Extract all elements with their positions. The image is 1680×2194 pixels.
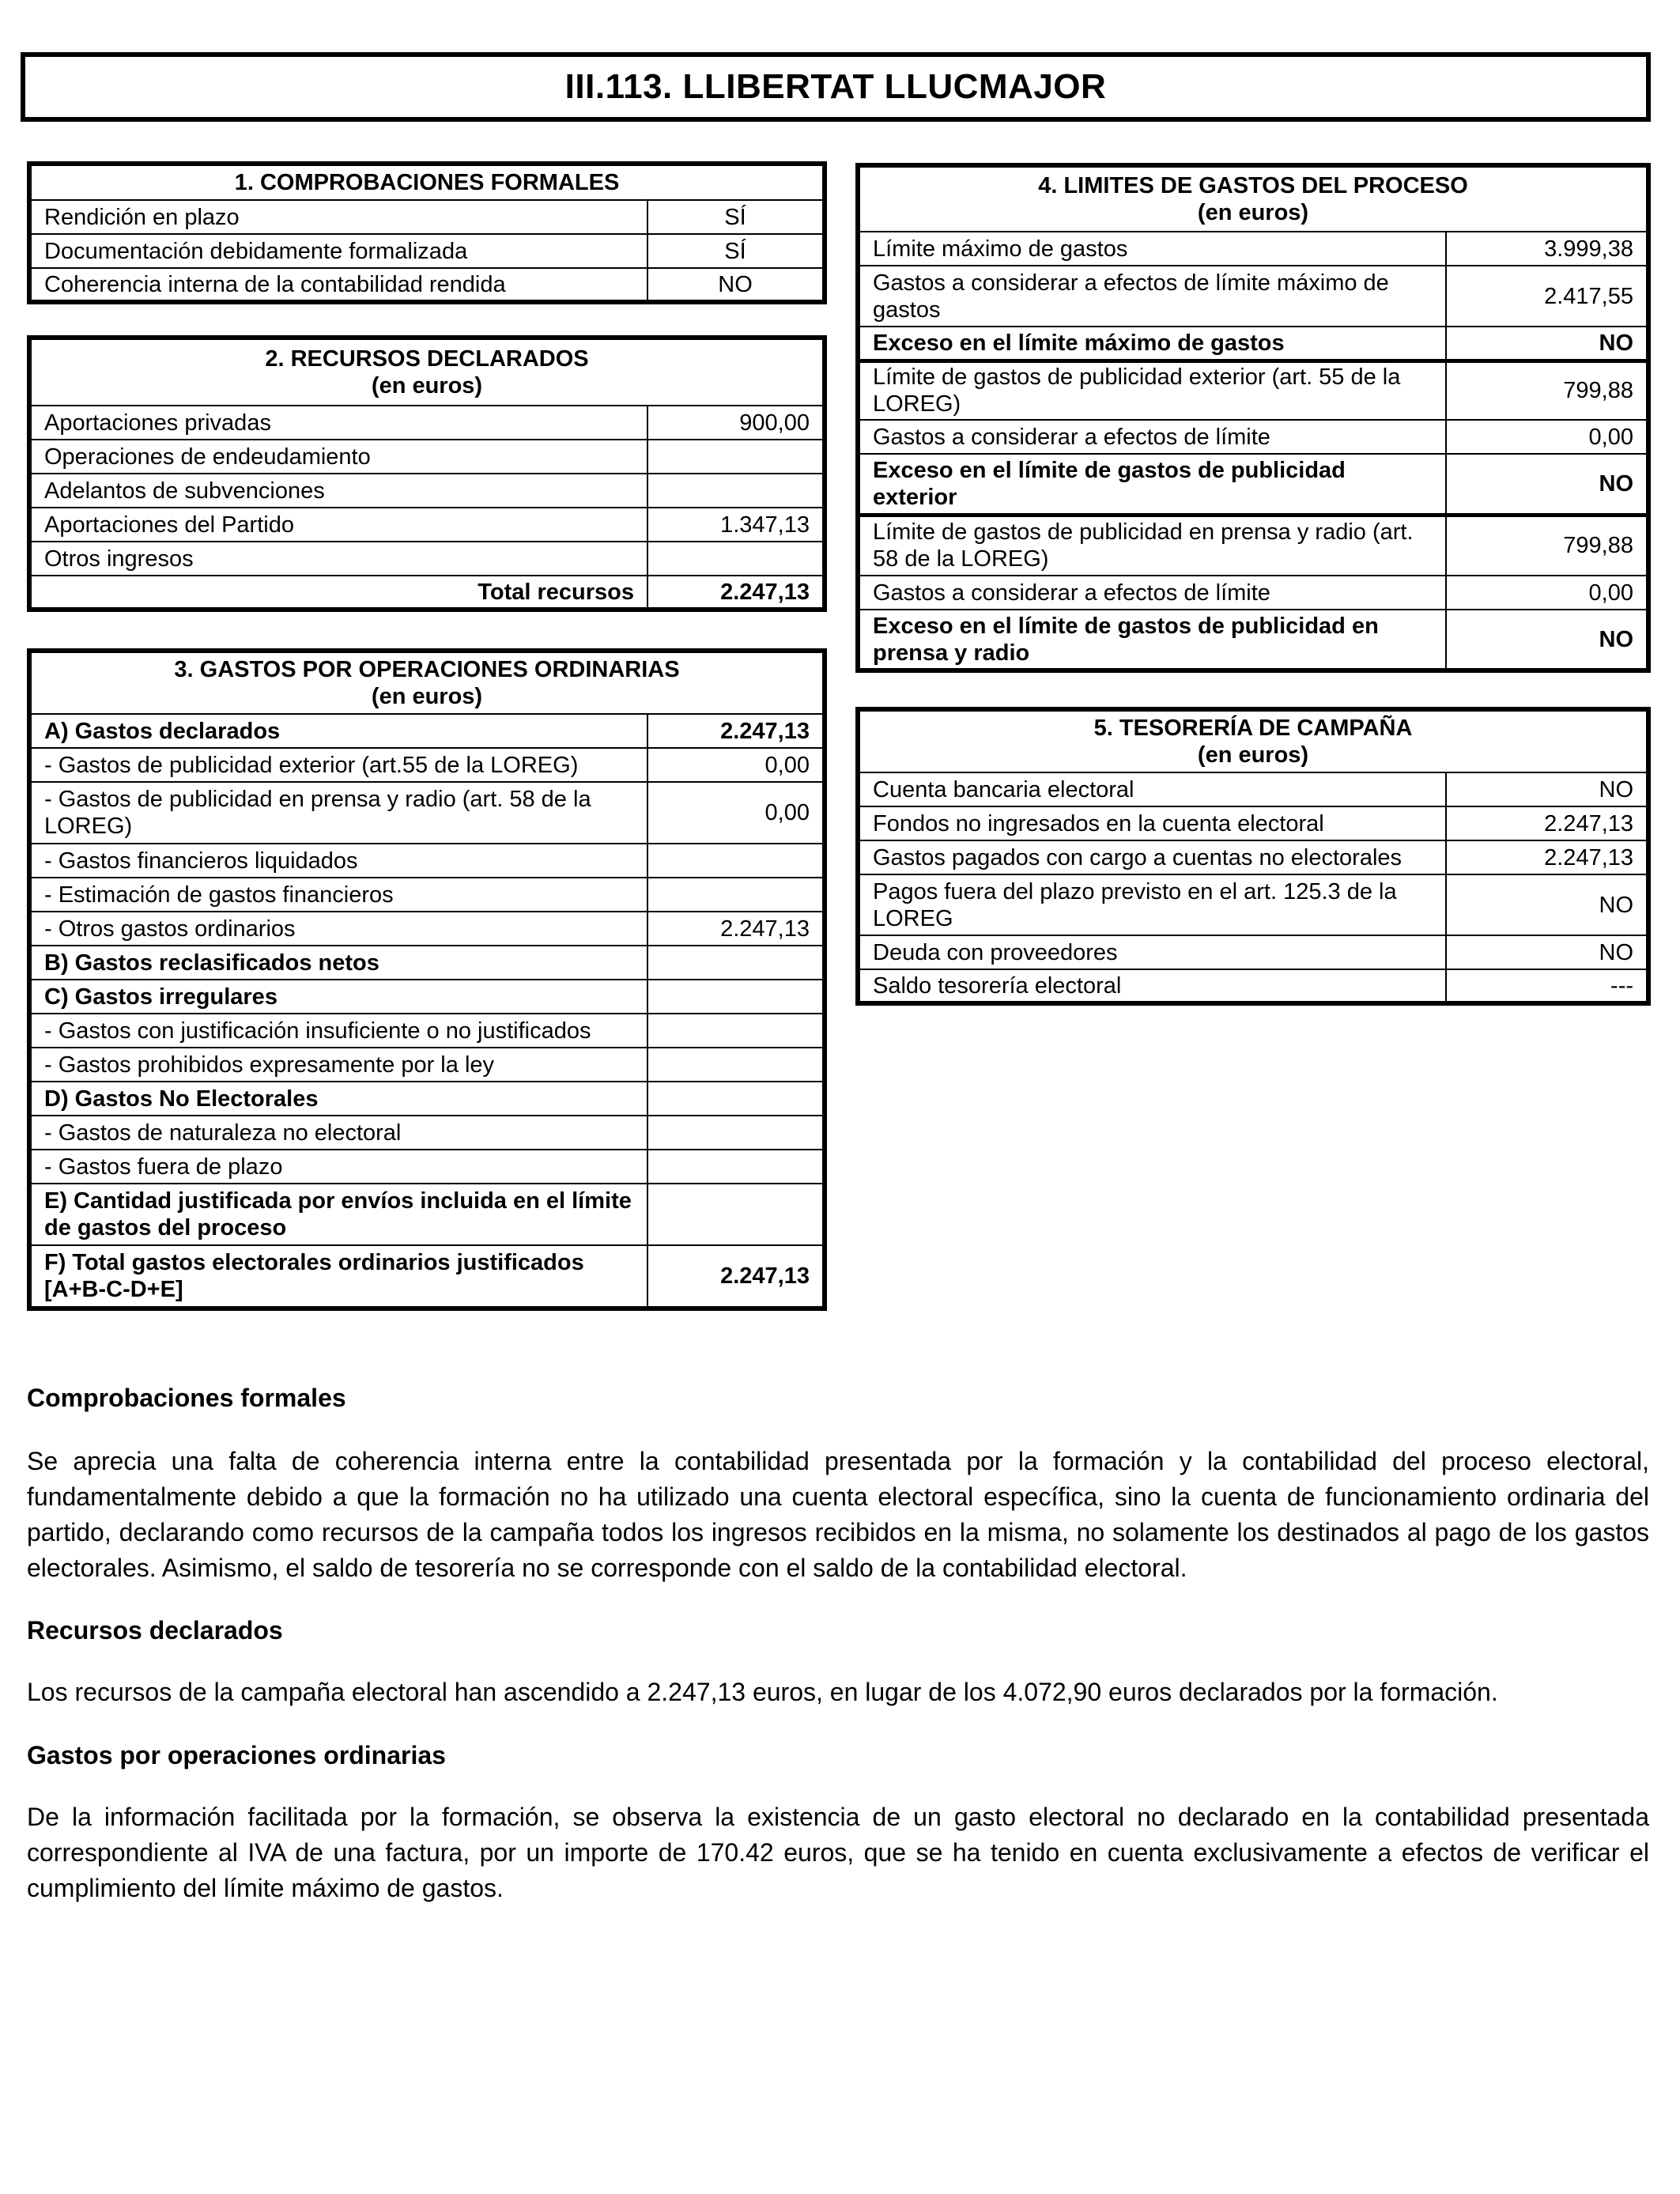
row-label: Gastos pagados con cargo a cuentas no electorales [858, 840, 1446, 874]
table-tesoreria-campana [855, 707, 1651, 1006]
row-label: B) Gastos reclasificados netos [29, 946, 647, 980]
row-label: Pagos fuera del plazo previsto en el art. 125.3 de la LOREG [858, 874, 1446, 935]
row-label: - Gastos de publicidad en prensa y radio (art. 58 de la LOREG) [29, 782, 647, 844]
row-value: NO [1446, 610, 1648, 670]
row-value [647, 1048, 825, 1082]
row-value: 0,00 [647, 782, 825, 844]
row-value: 0,00 [647, 748, 825, 782]
row-label: Aportaciones del Partido [29, 508, 647, 542]
page-title: III.113. LLIBERTAT LLUCMAJOR [21, 52, 1651, 122]
row-value [647, 878, 825, 912]
row-value [647, 1014, 825, 1048]
table-gastos-operaciones-ordinarias [27, 648, 827, 1311]
row-value [647, 542, 825, 576]
row-label: Coherencia interna de la contabilidad rendida [29, 268, 647, 302]
heading-line: 4. LIMITES DE GASTOS DEL PROCESO [1038, 173, 1468, 198]
row-label: - Otros gastos ordinarios [29, 912, 647, 946]
row-label: Adelantos de subvenciones [29, 474, 647, 508]
row-label: Operaciones de endeudamiento [29, 440, 647, 474]
row-value: NO [1446, 454, 1648, 515]
heading-unit: (en euros) [371, 373, 483, 398]
heading-unit: (en euros) [1197, 742, 1309, 768]
table-recursos-declarados [27, 335, 827, 612]
row-value: 2.247,13 [647, 714, 825, 748]
table-heading [858, 709, 1648, 772]
total-value: 2.247,13 [647, 576, 825, 610]
row-value [647, 440, 825, 474]
row-value [647, 1184, 825, 1245]
row-label: Exceso en el límite máximo de gastos [858, 327, 1446, 361]
section-heading-comprobaciones: Comprobaciones formales [27, 1384, 346, 1412]
row-value [647, 946, 825, 980]
row-value [647, 1116, 825, 1150]
row-value [647, 1082, 825, 1116]
table-heading [858, 165, 1648, 232]
row-label: A) Gastos declarados [29, 714, 647, 748]
paragraph-recursos: Los recursos de la campaña electoral han ascendido a 2.247,13 euros, en lugar de los 4.072,90 euros declarados por la formación. [27, 1678, 1498, 1706]
row-value: 3.999,38 [1446, 232, 1648, 266]
row-label: Aportaciones privadas [29, 406, 647, 440]
heading-unit: (en euros) [1197, 200, 1309, 225]
row-label: Límite de gastos de publicidad exterior (art. 55 de la LOREG) [858, 361, 1446, 420]
row-label: - Gastos de publicidad exterior (art.55 de la LOREG) [29, 748, 647, 782]
row-value [647, 844, 825, 878]
row-label: Límite máximo de gastos [858, 232, 1446, 266]
row-label: - Gastos con justificación insuficiente o no justificados [29, 1014, 647, 1048]
row-value: 1.347,13 [647, 508, 825, 542]
row-label: C) Gastos irregulares [29, 980, 647, 1014]
table-limites-gastos [855, 163, 1651, 673]
row-label: - Gastos fuera de plazo [29, 1150, 647, 1184]
row-label: E) Cantidad justificada por envíos incluida en el límite de gastos del proceso [29, 1184, 647, 1245]
row-value: NO [647, 268, 825, 302]
row-value: 0,00 [1446, 576, 1648, 610]
row-value: SÍ [647, 234, 825, 268]
table-comprobaciones-formales [27, 161, 827, 304]
row-label: Otros ingresos [29, 542, 647, 576]
row-value: SÍ [647, 200, 825, 234]
row-value: 2.247,13 [1446, 840, 1648, 874]
row-label: Gastos a considerar a efectos de límite [858, 576, 1446, 610]
row-label: Exceso en el límite de gastos de publicidad en prensa y radio [858, 610, 1446, 670]
row-label: Documentación debidamente formalizada [29, 234, 647, 268]
row-label: - Estimación de gastos financieros [29, 878, 647, 912]
row-value: 2.247,13 [647, 912, 825, 946]
row-label: Gastos a considerar a efectos de límite [858, 420, 1446, 454]
heading-line: 3. GASTOS POR OPERACIONES ORDINARIAS [174, 657, 680, 682]
row-value: 2.417,55 [1446, 266, 1648, 327]
row-value: 2.247,13 [647, 1245, 825, 1308]
row-value: NO [1446, 772, 1648, 806]
row-label: - Gastos de naturaleza no electoral [29, 1116, 647, 1150]
row-value: 900,00 [647, 406, 825, 440]
row-label: Fondos no ingresados en la cuenta electoral [858, 806, 1446, 840]
row-value [647, 1150, 825, 1184]
row-value: NO [1446, 327, 1648, 361]
row-label: Cuenta bancaria electoral [858, 772, 1446, 806]
heading-unit: (en euros) [371, 684, 483, 709]
paragraph-comprobaciones: Se aprecia una falta de coherencia interna entre la contabilidad presentada por la formación y la contabilidad del proceso electoral, fundamentalmente debido a que la formación no ha utilizado una cuenta electoral específica, sino la cuenta de funcionamiento ordinaria del partido, declarando como recursos de la campaña todos los ingresos recibidos en la misma, no solamente los destinados al pago de los gastos electorales. Asimismo, el saldo de tesorería no se corresponde con el saldo de la contabilidad electoral. [27, 1447, 1649, 1582]
row-value: NO [1446, 935, 1648, 969]
row-value: 2.247,13 [1446, 806, 1648, 840]
total-label: Total recursos [29, 576, 647, 610]
row-value: --- [1446, 969, 1648, 1003]
row-label: - Gastos prohibidos expresamente por la ley [29, 1048, 647, 1082]
heading-line: 5. TESORERÍA DE CAMPAÑA [1093, 716, 1413, 741]
section-heading-gastos: Gastos por operaciones ordinarias [27, 1741, 446, 1769]
row-label: D) Gastos No Electorales [29, 1082, 647, 1116]
row-value: 799,88 [1446, 515, 1648, 576]
paragraph-gastos: De la información facilitada por la formación, se observa la existencia de un gasto electoral no declarado en la contabilidad presentada correspondiente al IVA de una factura, por un importe de 170.42 euros, que se ha tenido en cuenta exclusivamente a efectos de verificar el cumplimiento del límite máximo de gastos. [27, 1803, 1649, 1902]
table-heading [29, 338, 825, 406]
row-label: Rendición en plazo [29, 200, 647, 234]
table-heading [29, 651, 825, 714]
section-heading-recursos: Recursos declarados [27, 1616, 283, 1645]
row-value: 799,88 [1446, 361, 1648, 420]
heading-line: 2. RECURSOS DECLARADOS [265, 346, 589, 372]
row-label: Deuda con proveedores [858, 935, 1446, 969]
row-label: F) Total gastos electorales ordinarios justificados [A+B-C-D+E] [29, 1245, 647, 1308]
row-value [647, 980, 825, 1014]
row-label: - Gastos financieros liquidados [29, 844, 647, 878]
row-value: NO [1446, 874, 1648, 935]
table-heading: 1. COMPROBACIONES FORMALES [29, 164, 825, 200]
row-label: Exceso en el límite de gastos de publicidad exterior [858, 454, 1446, 515]
row-label: Gastos a considerar a efectos de límite máximo de gastos [858, 266, 1446, 327]
row-label: Límite de gastos de publicidad en prensa y radio (art. 58 de la LOREG) [858, 515, 1446, 576]
row-label: Saldo tesorería electoral [858, 969, 1446, 1003]
row-value [647, 474, 825, 508]
row-value: 0,00 [1446, 420, 1648, 454]
